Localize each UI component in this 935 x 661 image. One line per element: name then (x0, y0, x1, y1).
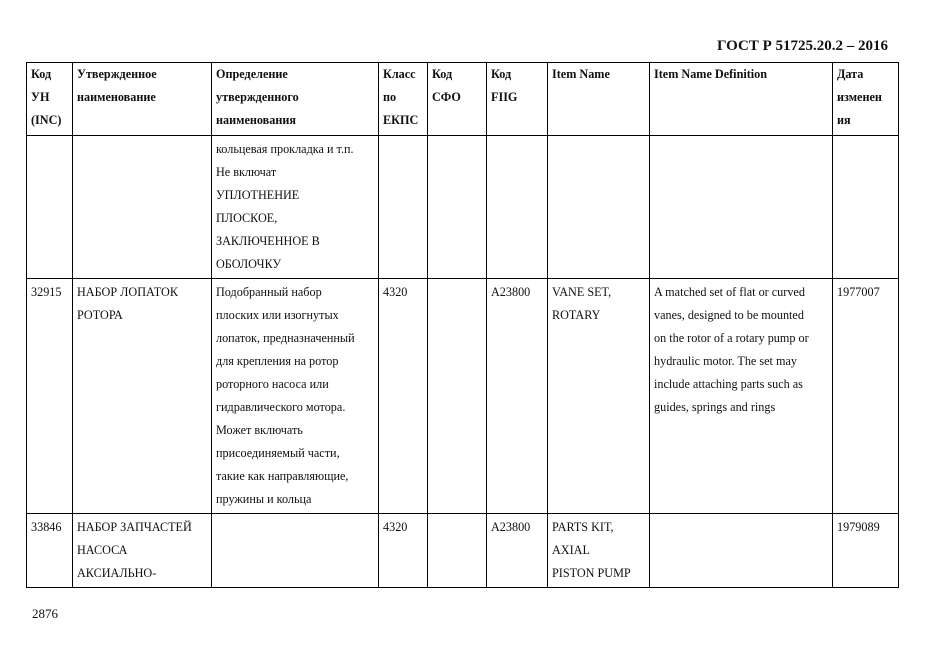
cell-line: 4320 (383, 520, 408, 534)
cell-line: A23800 (491, 520, 531, 534)
item-name-cell (548, 279, 650, 514)
header-line: Item Name (552, 67, 610, 81)
header-line: ЕКПС (383, 113, 419, 127)
cell-line: Может включать (216, 423, 303, 437)
cell-line: пружины и кольца (216, 492, 312, 506)
cell-line: A23800 (491, 285, 531, 299)
header-line: Определение (216, 67, 288, 81)
definition-cell (212, 514, 379, 588)
cell-line: on the rotor of a rotary pump or (654, 331, 809, 345)
cell-line: PARTS KIT, (552, 520, 614, 534)
table-row (27, 136, 899, 279)
header-line: Item Name Definition (654, 67, 768, 81)
cell-line: УПЛОТНЕНИЕ (216, 188, 300, 202)
cell-line: vanes, designed to be mounted (654, 308, 804, 322)
item-def-cell (650, 514, 833, 588)
inc-cell (27, 514, 73, 588)
header-line: утвержденного (216, 90, 299, 104)
cell-line: плоских или изогнутых (216, 308, 339, 322)
cell-line: лопаток, предназначенный (216, 331, 355, 345)
name-header (73, 63, 212, 136)
cell-line: присоединяемый части, (216, 446, 340, 460)
cell-line: роторного насоса или (216, 377, 329, 391)
cell-line: include attaching parts such as (654, 377, 803, 391)
cell-line: гидравлического мотора. (216, 400, 346, 414)
sfo-header (428, 63, 487, 136)
header-line: Код (432, 67, 453, 81)
cell-line: ЗАКЛЮЧЕННОЕ В (216, 234, 320, 248)
header-line: FIIG (491, 90, 518, 104)
header-line: по (383, 90, 397, 104)
definition-cell (212, 279, 379, 514)
cell-line: такие как направляющие, (216, 469, 349, 483)
cell-line: hydraulic motor. The set may (654, 354, 797, 368)
classification-table (26, 62, 899, 588)
cell-line: 1979089 (837, 520, 880, 534)
fiig-header (487, 63, 548, 136)
cell-line: Подобранный набор (216, 285, 322, 299)
cell-line: кольцевая прокладка и т.п. (216, 142, 354, 156)
header-row (27, 63, 899, 136)
header-line: Код (491, 67, 512, 81)
cell-line: 32915 (31, 285, 62, 299)
fiig-cell (487, 136, 548, 279)
cell-line: AXIAL (552, 543, 590, 557)
header-line: Код (31, 67, 52, 81)
fiig-cell (487, 514, 548, 588)
cell-line: НАБОР ЛОПАТОК (77, 285, 178, 299)
date-cell (833, 514, 899, 588)
fiig-cell (487, 279, 548, 514)
cell-line: для крепления на ротор (216, 354, 339, 368)
cell-line: АКСИАЛЬНО- (77, 566, 157, 580)
definition-cell (212, 136, 379, 279)
cell-line: Не включат (216, 165, 277, 179)
header-line: СФО (432, 90, 461, 104)
name-cell (73, 279, 212, 514)
cell-line: РОТОРА (77, 308, 123, 322)
inc-header (27, 63, 73, 136)
header-line: ия (837, 113, 851, 127)
cell-line: 4320 (383, 285, 408, 299)
inc-cell (27, 279, 73, 514)
item-def-cell (650, 136, 833, 279)
cell-line: ОБОЛОЧКУ (216, 257, 282, 271)
cell-line: guides, springs and rings (654, 400, 776, 414)
cell-line: PISTON PUMP (552, 566, 631, 580)
header-line: наименование (77, 90, 156, 104)
class-cell (379, 514, 428, 588)
date-header (833, 63, 899, 136)
header-line: Дата (837, 67, 864, 81)
definition-header (212, 63, 379, 136)
cell-line: НАСОСА (77, 543, 128, 557)
item-name-header (548, 63, 650, 136)
cell-line: 1977007 (837, 285, 880, 299)
page-number: 2876 (32, 606, 58, 621)
cell-line: VANE SET, (552, 285, 612, 299)
header-line: изменен (837, 90, 882, 104)
sfo-cell (428, 136, 487, 279)
class-cell (379, 279, 428, 514)
cell-line: A matched set of flat or curved (654, 285, 805, 299)
cell-line: НАБОР ЗАПЧАСТЕЙ (77, 520, 192, 534)
sfo-cell (428, 279, 487, 514)
cell-line: ПЛОСКОЕ, (216, 211, 278, 225)
item-name-cell (548, 514, 650, 588)
class-header (379, 63, 428, 136)
item-def-cell (650, 279, 833, 514)
date-cell (833, 279, 899, 514)
name-cell (73, 514, 212, 588)
header-line: наименования (216, 113, 296, 127)
inc-cell (27, 136, 73, 279)
header-line: (INC) (31, 113, 62, 127)
item-name-cell (548, 136, 650, 279)
header-line: Утвержденное (77, 67, 157, 81)
table-row (27, 279, 899, 514)
date-cell (833, 136, 899, 279)
table-row (27, 514, 899, 588)
cell-line: ROTARY (552, 308, 601, 322)
header-line: Класс (383, 67, 416, 81)
cell-line: 33846 (31, 520, 62, 534)
sfo-cell (428, 514, 487, 588)
header-line: УН (31, 90, 50, 104)
class-cell (379, 136, 428, 279)
item-def-header (650, 63, 833, 136)
document-code: ГОСТ Р 51725.20.2 – 2016 (716, 38, 888, 54)
name-cell (73, 136, 212, 279)
